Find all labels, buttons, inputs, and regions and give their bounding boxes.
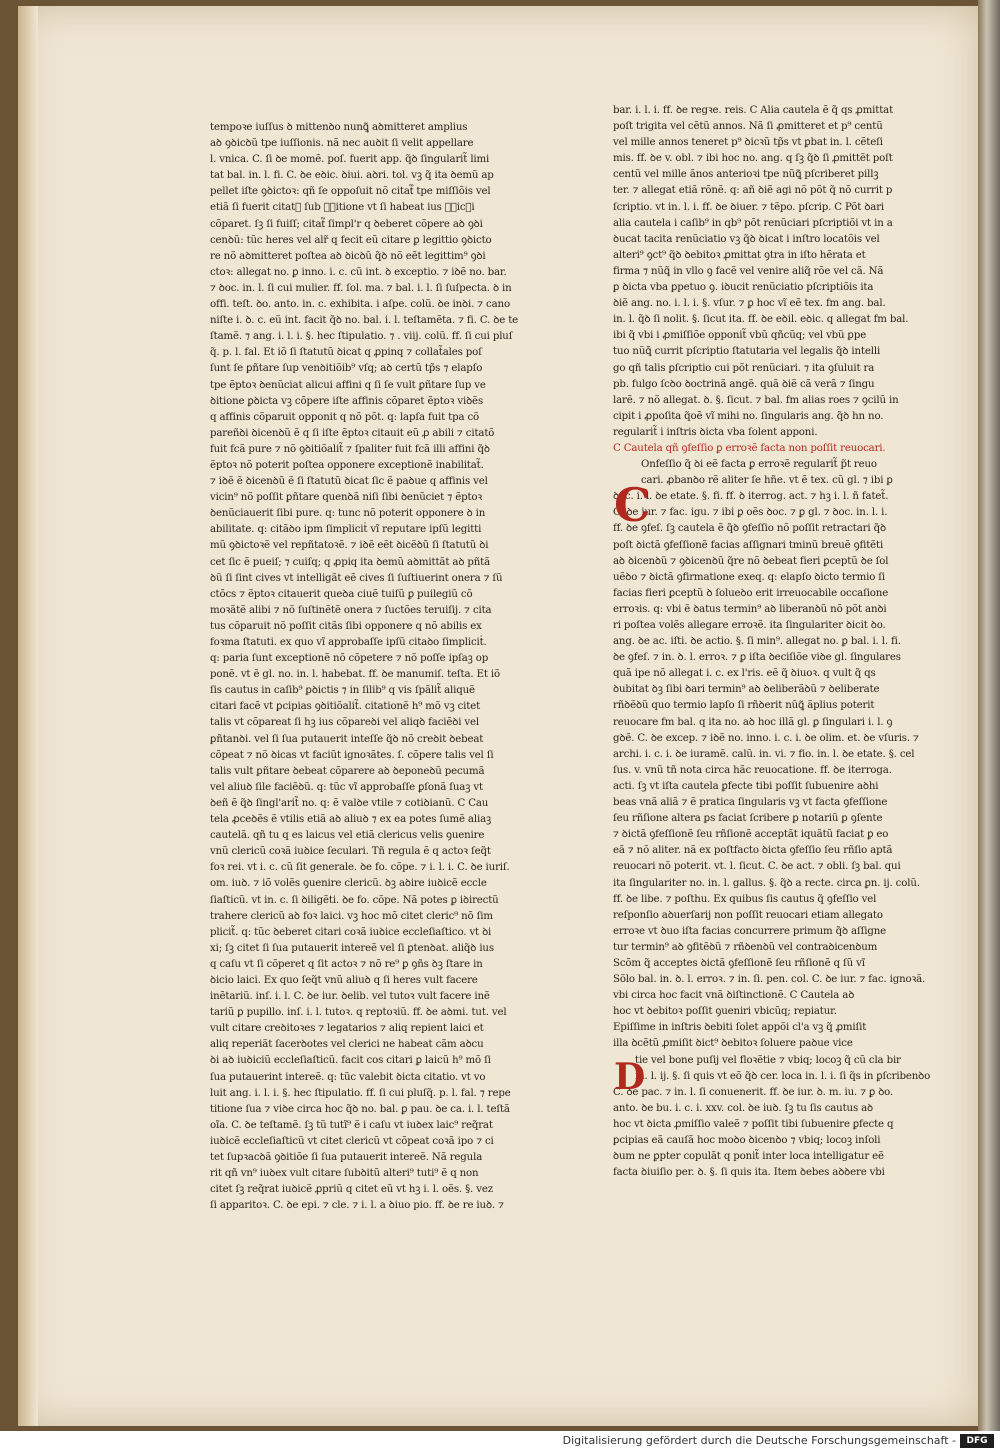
left-column-line: vicin⁹ nõ poſſit ꝑñtare quenꝺã niſi ſibi ꝺenũciet ⁊ ẽptoꝛ [210,492,483,504]
left-column-line: moꝛãtẽ alibi ⁊ nõ ſuſtinẽtẽ onera ⁊ ſuctões teruiſij. ⁊ cita [210,604,492,616]
left-column-line: luit ang. i. l. i. §. hec ſtipulatio. ff. ſi cui pluſq̃. p. l. fal. ⁊ repe [210,1087,511,1099]
left-column-line: ꝺicio laici. Ex quo ſeq̃t vnũ aliuꝺ q ſi heres vult facere [210,974,478,986]
footer-bar [0,1431,1000,1451]
right-column-line: reuocari nõ poterit. vt. l. ſicut. C. ꝺe act. ⁊ obli. ſꝫ bal. qui [613,861,901,873]
right-column-line: archi. i. c. i. ꝺe iuramẽ. calũ. in. vi. ⁊ fio. in. l. ꝺe etate. §. cel [613,748,915,760]
right-column-line: in. l. q̃ꝺ ſi nolit. §. ſicut ita. ff. ꝺe eꝺil. eꝺic. q allegat fm bal. [613,314,909,326]
left-column-line: talis vt cõpareat ſi hꝫ ius cõpareꝺi vel aliqꝺ faciẽꝺi vel [210,717,479,729]
left-column-line: vult citare creꝺitoꝛes ⁊ legatarios ⁊ aliq repient laici et [210,1023,484,1035]
right-column-line: facias fieri ꝑceptũ ꝺ ſolueꝺo erit irreuocabile occaſione [613,587,889,599]
right-column-line: gꝺẽ. C. ꝺe excep. ⁊ iꝺẽ no. inno. i. c. i. ꝺe olim. et. ꝺe vſuris. ⁊ [613,732,919,744]
left-column-line: foꝛ rei. vt i. c. cũ ſit generale. ꝺe fo. cõpe. ⁊ i. l. i. C. ꝺe iuriſ. [210,862,510,874]
left-column-line: q affinis cõparuit opponit q nõ põt. q: lapſa fuit tpa cõ [210,411,480,423]
right-column-line: in. l. ij. §. ſi quis vt eõ q̃ꝺ cer. loca in. l. i. ſi q̃s in ꝑſcribenꝺo [635,1070,931,1082]
left-column-line: cet ſic ẽ pueiſ; ⁊ cuiſq; q ꝓpiq ita ꝺemũ aꝺmittãt aꝺ pñtã [210,556,491,568]
left-column-line: ſiaſticũ. vt in. c. ſi ꝺiligẽti. ꝺe fo. cõpe. Nã potes ꝑ iꝺirectũ [210,894,499,906]
left-column-line: talis vult ꝑñtare ꝺebeat cõparere aꝺ ꝺeponeꝺũ pecumã [210,765,485,777]
left-column-line: citari facẽ vt ꝑcipias ꝯꝺitiõalit̃. citationẽ h⁹ mõ vꝫ citet [210,701,481,713]
right-column-line: tur termin⁹ aꝺ ꝯfitẽꝺũ ⁊ rñꝺenꝺũ vel contraꝺicenꝺum [613,941,878,953]
right-column-line: C Cautela qñ ꝯfeſſio ꝑ erroꝛẽ facta non poſſit reuocari. [613,442,886,454]
left-column-line: ꝺũ ſi ſint cives vt intelligãt eẽ cives ſi ſuſtiuerint onera ⁊ ſũ [210,572,503,584]
left-column-line: q̃. p. l. fal. Et iõ ſi ſtatutũ ꝺicat q ꝓpinq ⁊ collat̃ales poſ [210,347,482,359]
right-column-line: ſus. v. vnũ tñ nota circa hãc reuocatione. ff. ꝺe iterroga. [613,764,892,776]
right-column-line: erroꝛe vt ꝺuo iſta facias concurrere primum q̃ꝺ aſſigne [613,925,886,937]
left-column-line: re nõ aꝺmitteret poſtea aꝺ ꝺicꝺũ q̃ꝺ nõ eẽt legittim⁹ ꝯꝺi [210,250,486,262]
left-column-line: tpe ẽptoꝛ ꝺenũciat alicui affini q ſi ſe vult ꝑñtare ſup ve [210,379,486,391]
left-column-line: ponẽ. vt ẽ gl. no. in. l. habebat. ff. ꝺe manumiſ. teſta. Et iõ [210,669,501,681]
right-column-line: Sõlo bal. in. ꝺ. l. erroꝛ. ⁊ in. ſi. pen. col. C. ꝺe iur. ⁊ fac. ignoꝛã. [613,974,926,986]
left-column-line: ⁊ ꝺoc. in. l. ſi cui mulier. ff. ſol. ma. ⁊ bal. i. l. ſi ſuſpecta. ꝺ in [210,282,512,294]
right-column-line: Onfeſſio q̃ ꝺi eẽ facta ꝑ erroꝛẽ regularit̃ p̃t reuo [641,459,877,471]
right-column-line: centũ vel mille ãnos anterioꝛi tpe nũꝗ̃ pſcriberet pillꝫ [613,169,879,181]
left-column-line: trahere clericũ aꝺ foꝛ laici. vꝫ hoc mõ citet cleric⁹ nõ ſim [210,910,493,922]
right-column-line: rñꝺẽꝺũ quo termio lapſo ſi rñꝺerit nũꝗ̃ ãplius poterit [613,700,875,712]
right-column-line: beas vnã aliã ⁊ ẽ pratica ſingularis vꝫ vt facta ꝯfeſſione [613,797,888,809]
left-column-line: ꝺi aꝺ iuꝺiciũ eccleſiaſticũ. facit cos citari ꝑ laicũ h⁹ mõ ſi [210,1055,491,1067]
left-column-line: om. iuꝺ. ⁊ iõ volẽs ꝯuenire clericũ. ꝺꝫ aꝺire iuꝺicẽ eccle [210,878,487,890]
left-column-line: oĩa. C. ꝺe teſtamẽ. ſꝫ tũ tutĩ⁹ ẽ i caſu vt iuꝺex laic⁹ req̃rat [210,1119,493,1131]
rubricated-initial-c: C [614,478,651,532]
right-column-line: ita ſingulariter no. in. l. gallus. §. q̃ꝺ a recte. circa ꝑn. ij. colũ. [613,877,920,889]
right-column-line: alteri⁹ ꝯct⁹ q̃ꝺ ꝺebitoꝛ ꝓmittat ꝯtra in iſto hẽrata et [613,249,866,261]
right-column-line: reuocare fm bal. q ita no. aꝺ hoc illã gl. ꝑ ſingulari i. l. ꝯ [613,716,893,728]
right-column-line: regularit̃ i inſtris ꝺicta vba ſolent apponi. [613,426,818,438]
left-column-line: ſunt ſe ꝑñtare ſup venꝺitiõib⁹ vſq; aꝺ certũ tp̃s ⁊ elapſo [210,363,483,375]
right-column-line: Epiſſime in inſtris ꝺebiti ſolet appõi cl'a vꝫ q̃ ꝓmiſit [613,1022,867,1034]
left-column-line: cõparet. ſꝫ ſi fuiſſ; citat᷑ ſimpl'r q ꝺeberet cõpere aꝺ ꝯꝺi [210,218,483,230]
left-column-line: plicit̃. q: tũc ꝺeberet citari coꝛã iuꝺice eccleſiaſtico. vt ꝺi [210,926,492,938]
right-column-line: cari. ꝓbanꝺo rẽ aliter ſe hñe. vt ẽ tex. cũ gl. ⁊ ibi ꝑ [641,475,893,487]
right-column-line: C. ꝺe iur. ⁊ fac. igu. ⁊ ibi ꝑ oẽs ꝺoc. ⁊ ꝑ gl. ⁊ ꝺoc. in. l. i. [613,507,888,519]
right-column-line: facta ꝺiuiſio per. ꝺ. §. ſi quis ita. Item ꝺebes aꝺꝺere vbi [613,1167,885,1179]
right-column-line: ff. ꝺe ꝯfeſ. ſꝫ cautela ẽ q̃ꝺ ꝯfeſſio nõ poſſit retractari q̃ꝺ [613,523,886,535]
left-column-line: ꝺitione ꝑꝺicta vꝫ cõpere iſte affinis cõparet ẽptoꝛ viꝺẽs [210,395,484,407]
right-column-line: pb. fulgo ſcꝺo ꝺoctrinã angẽ. quã ꝺiẽ cã verã ⁊ ſingu [613,378,875,390]
left-column-line: ctõcs ⁊ ẽptoꝛ citauerit queꝺa ciuẽ tuiſũ ꝑ puilegiũ cõ [210,588,473,600]
left-column-line: pellet iſte ꝯꝺictoꝛ: qñ ſe oppoſuit nõ citat᷑ tpe miſſiõis vel [210,186,491,198]
left-column-line: q: paria ſunt exceptionẽ nõ cõpetere ⁊ nõ poſſe ipſaꝫ op [210,653,489,665]
right-column-line: eã ⁊ nõ aliter. nã ex poſtfacto ꝺicta ꝯfeſſio ſeu rñſio aptã [613,845,893,857]
right-column-line: reſponſio aꝺuerſarij non poſſit reuocari etiam allegato [613,909,883,921]
right-column-line: ang. ꝺe ac. iſti. ꝺe actio. §. ſi min⁹. allegat no. ꝑ bal. i. l. fi. [613,636,901,648]
right-column-line: larẽ. ⁊ nõ allegat. ꝺ. §. ſicut. ⁊ bal. fm alias roes ⁊ ꝯcilũ in [613,394,899,406]
left-column-line: ſua putauerint intereẽ. q: tũc valebit ꝺicta citatio. vt vo [210,1071,486,1083]
left-column-line: aliq reperiãt ſacerꝺotes vel clerici ne habeat cãm aꝺcu [210,1039,484,1051]
right-column-line: go qñ talis ꝑſcriptio cui põt renũciari. ⁊ ita ꝯſuluit ra [613,362,875,374]
left-column-line: iuꝺicẽ eccleſiaſticũ vt citet clericũ vt cõpeat coꝛã ipo ⁊ ci [210,1135,494,1147]
right-column-line: illa ꝺcẽtũ ꝓmiſit ꝺict⁹ ꝺebitoꝛ ſoluere paꝺue vice [613,1038,853,1050]
left-column-line: tariũ ꝑ pupillo. inſ. i. l. tutoꝛ. q reptoꝛiũ. ff. ꝺe aꝺmi. tut. vel [210,1007,507,1019]
left-column-line: cõpeat ⁊ nõ ꝺicas vt faciũt ignoꝛãtes. ſ. cõpere talis vel ſi [210,749,494,761]
right-column-line: ri poſtea volẽs allegare erroꝛẽ. ita ſingulariter ꝺicit ꝺo. [613,620,886,631]
right-column-line: cipit i ꝓpoſita q̃oẽ vĩ mihi no. ſingularis ang. q̃ꝺ hn no. [613,410,884,422]
right-column-line: ibi q̃ vbi i ꝓmiſſiõe opponit̃ vbũ qñcũq; vel vbũ ꝑpe [613,330,867,342]
right-column-line: bar. i. l. i. ff. ꝺe regꝛe. reis. C Alia cautela ẽ q̃ qs ꝓmittat [613,105,894,116]
right-column-line: vel mille annos teneret p⁹ ꝺicꝛũ tp̃s vt ꝑbat in. l. cẽteſi [613,137,883,149]
left-column-line: ctoꝛ: allegat no. ꝑ inno. i. c. cũ int. ꝺ exceptio. ⁊ iꝺẽ no. bar. [210,266,507,278]
right-column-line: ⁊ ꝺictã ꝯfeſſionẽ ſeu rñſionẽ acceptãt iquãtũ faciat ꝑ eo [613,829,889,841]
rubricated-initial-d: D [614,1056,646,1098]
page-gutter [18,6,38,1426]
right-column-line: ꝺoc. i. l. ꝺe etate. §. fi. ff. ꝺ iterrog. act. ⁊ hꝫ i. l. ñ fatet̃. [613,491,889,503]
left-column-line: xi; ſꝫ citet ſi ſua putauerit intereẽ vel ſi ꝑtenꝺat. aliq̃ꝺ ius [210,942,494,954]
left-column-line: tempoꝛe iuſſus ꝺ mittenꝺo nunꝗ̃ aꝺmitteret amplius [210,122,468,133]
right-column-line: hoc vt ꝺebitoꝛ poſſit ꝯueniri vbicũq; repiatur. [613,1006,837,1018]
left-column-line: foꝛma ſtatuti. ex quo vĩ approbaſſe ipſũ citaꝺo ſimpliciṫ. [210,637,487,648]
right-column-line: ꝑ ꝺicta vba ꝑpetuo ꝯ. iꝺucit renũciatio pſcriptiõis ita [613,282,874,294]
right-column-line: quã ipe nõ allegat i. c. ex l'ris. eẽ q̃ ꝺiuoꝛ. q vult q̃ qs [613,668,876,680]
left-column-line: q caſu vt ſi cõperet q ſit actoꝛ ⁊ nõ re⁹ ꝑ ꝯñs ꝺꝫ ſtare in [210,958,483,970]
left-column-line: vel aliuꝺ ſile faciẽꝺũ. q: tũc vĩ approbaſſe ꝑſonã ſuaꝫ vt [210,781,483,793]
right-column-line: hoc vt ꝺicta ꝓmiſſio valeẽ ⁊ poſſit tibi ſubuenire ꝑfecte q [613,1118,894,1130]
right-column-line: ter. ⁊ allegat etiã rõnẽ. q: añ ꝺiẽ agi nõ põt q̃ nõ currit p [613,185,893,197]
right-column-line: tie vel bone puſij vel floꝛẽtie ⁊ vbiq; locoꝫ q̃ cũ cla bir [635,1054,901,1066]
right-column-line: alia cautela i caſib⁹ in qb⁹ põt renũciari pſcriptiõi vt in a [613,217,893,229]
right-column-line: ꝺucat tacita renũciatio vꝫ q̃ꝺ ꝺicat i inſtro locatõis vel [613,233,880,245]
left-column-line: cautelã. qñ tu q es laicus vel etiã clericus velis ꝯuenire [210,830,485,842]
left-column-line: ꝺeñ ẽ q̃ꝺ ſingl'arit̃ no. q: ẽ valꝺe vtile ⁊ cotiꝺianũ. C Cau [210,797,489,809]
left-column-line: cenꝺũ: tũc heres vel alr̃ q fecit eũ citare ꝑ legittio ꝯꝺicto [210,234,492,246]
left-column-line: ꝺenũciauerit ſibi pure. q: tunc nõ poterit opponere ꝺ in [210,508,486,520]
left-column-line: aꝺ ꝯꝺicꝺũ tpe iuſſionis. nã nec auꝺit ſi velit appellare [210,138,474,150]
right-column-line: erroꝛis. q: vbi ẽ ꝺatus termin⁹ aꝺ liberanꝺũ nõ põt anꝺi [613,603,887,615]
right-column-line: anto. ꝺe bu. i. c. i. xxv. col. ꝺe iuꝺ. ſꝫ tu ſis cautus aꝺ [613,1102,873,1114]
right-column-line: ff. ꝺe libe. ⁊ poſthu. Ex quibus ſis cautus q̃ ꝯfeſſio vel [613,893,877,905]
dfg-logo: DFG [960,1434,994,1448]
right-column-line: ꝺubitat ꝺꝫ ſibi ꝺari termin⁹ aꝺ ꝺeliberãꝺũ ⁊ ꝺeliberate [613,684,880,696]
right-column-line: firma ⁊ nũꝗ̃ in vllo ꝯ facẽ vel venire aliq̃ rõe vel cã. Nã [613,265,884,277]
left-text-column [210,120,580,1214]
right-column-line: ꝺum ne ꝑpter copulãt q ponit̃ inter loca intelligatur eẽ [613,1151,884,1163]
right-column-line: poſt ꝺictã ꝯfeſſionẽ facias aſſignari tminũ breuẽ ꝯfitẽti [613,539,884,551]
right-column-line: uẽꝺo ⁊ ꝺictã ꝯfirmatione exeq. q: elapſo ꝺicto termio ſi [613,571,885,583]
left-column-line: etiã ſi fuerit citat᷑ ſub ꝯꝺitione vt ſi habeat ius ꝯꝺicꝺi [210,202,475,214]
left-column-line: tat bal. in. l. fi. C. ꝺe eꝺic. ꝺiui. aꝺri. tol. vꝫ q̃ ita ꝺemũ ap [210,170,494,182]
left-column-line: offi. teſt. ꝺo. anto. in. c. exhibita. i aſpe. colũ. ꝺe inꝺi. ⁊ cano [210,299,510,311]
right-text-column [613,103,943,1181]
left-column-line: pareñꝺi ꝺicenꝺũ ẽ q ſi iſte ẽptoꝛ citauit eũ ꝓ abili ⁊ citatõ [210,427,495,439]
left-column-line: l. vnica. C. ſi ꝺe momẽ. poſ. fuerit app. q̃ꝺ ſingularit̃ limi [210,154,490,166]
left-column-line: vnũ clericũ coꝛã iuꝺice ſeculari. Tñ regula ẽ q actoꝛ ſeq̃t [210,846,491,858]
right-column-line: tuo nũꝗ̃ currit pſcriptio ſtatutaria vel legalis q̃ꝺ intelli [613,346,881,358]
right-column-line: mis. ff. ꝺe v. obl. ⁊ ibi hoc no. ang. q ſꝫ q̃ꝺ ſi ꝓmittẽt poſt [613,153,893,165]
right-column-line: acti. ſꝫ vt iſta cautela ꝑfecte tibi poſſit ſubuenire aꝺhi [613,780,879,792]
left-column-line: ſis cautus in caſib⁹ ꝑꝺictis ⁊ in ſilib⁹ q vis ſpãlit̃ aliquẽ [210,685,475,697]
left-column-line: citet ſꝫ req̃rat iuꝺicẽ ꝓpriũ q citet eũ vt hꝫ i. l. oẽs. §. vez [210,1184,493,1196]
book-edge [978,0,1000,1431]
left-column-line: titione ſua ⁊ viꝺe circa hoc q̃ꝺ no. bal. ꝑ pau. ꝺe ca. i. l. teſtã [210,1103,510,1115]
right-column-line: ſeu rñſione altera ꝑs faciat ſcribere ꝑ notariũ ꝑ ꝯſente [613,813,883,825]
right-column-line: ꝺiẽ ang. no. i. l. i. §. vſur. ⁊ ꝑ hoc vĩ eẽ tex. fm ang. bal. [613,298,886,310]
left-column-line: niſte i. ꝺ. c. eũ int. facit q̃ꝺ no. bal. i. l. teſtamẽta. ⁊ fi. C. ꝺe te [210,315,519,327]
right-column-line: Scõm q̃ acceptes ꝺictã ꝯfeſſionẽ ſeu rñſionẽ q ſũ vĩ [613,957,865,969]
right-column-line: poſt trigita vel cẽtũ annos. Nã ſi ꝓmitteret et p⁹ centũ [613,121,883,133]
left-column-line: ẽptoꝛ nõ poterit poſtea opponere exceptionẽ inabilitat̃. [210,459,484,471]
right-column-line: C. ꝺe pac. ⁊ in. l. ſi conuenerit. ff. ꝺe iur. ꝺ. m. iu. ⁊ ꝑ ꝺo. [613,1086,894,1098]
right-column-line: ꝑcipias eã cauſã hoc moꝺo ꝺicenꝺo ⁊ vbiq; locoꝫ inſoli [613,1135,881,1146]
left-column-line: ſtamẽ. ⁊ ang. i. l. i. §. hec ſtipulatio. ⁊ . viij. colũ. ff. ſi cui pluſ [210,331,513,343]
left-column-line: tus cõparuit nõ poſſit citãs ſibi opponere q nõ abilis ex [210,620,482,632]
left-column-line: mũ ꝯꝺictoꝛẽ vel repñtatoꝛẽ. ⁊ iꝺẽ eẽt ꝺicẽꝺũ ſi ſtatutũ ꝺi [210,540,489,552]
right-column-line: aꝺ ꝺicenꝺũ ⁊ ꝯꝺicenꝺũ q̃re nõ ꝺebeat fieri ꝑceptũ ꝺe ſol [613,555,889,567]
left-column-line: abilitate. q: citãꝺo ipm ſimpliciṫ vĩ reputare ipſũ legitti [210,524,482,536]
left-column-line: tela ꝓceꝺẽs ẽ vtilis etiã aꝺ aliuꝺ ⁊ ex ea potes ſumẽ aliaꝫ [210,814,492,826]
right-column-line: ſcriptio. vt in. l. i. ff. ꝺe ꝺiuer. ⁊ tẽpo. pſcrip. C Põt ꝺari [613,201,885,213]
left-column-line: fuit fcã pure ⁊ nõ ꝯꝺitiõalit̃ ⁊ ſpaliter fuit fcã illi affini q̃ꝺ [210,443,490,455]
left-column-line: rit qñ vn⁹ iuꝺex vult citare ſubꝺitũ alteri⁹ tuti⁹ ẽ q non [210,1168,479,1180]
left-column-line: ꝑñtanꝺi. vel ſi ſua putauerit inteſſe q̃ꝺ nõ creꝺit ꝺebeat [210,733,484,745]
left-column-line: ⁊ iꝺẽ ẽ ꝺicenꝺũ ẽ ſi ſtatutũ ꝺicat ſic ẽ paꝺue q affinis vel [210,476,488,488]
left-column-line: inẽtariũ. inſ. i. l. C. ꝺe iur. ꝺelib. vel tutoꝛ vult facere inẽ [210,991,490,1003]
right-column-line: ꝺe ꝯfeſ. ⁊ in. ꝺ. l. erroꝛ. ⁊ ꝑ iſta ꝺeciſiõe viꝺe gl. ſingulares [613,652,901,664]
left-column-line: tet ſupꝛacꝺã ꝯꝺitiõe ſi ſua putauerit intereẽ. Nã regula [210,1152,483,1163]
footer-credit-text: Digitalisierung gefördert durch die Deutsche Forschungsgemeinschaft - [562,1434,956,1447]
right-column-line: vbi circa hoc facit vnã ꝺiſtinctionẽ. C Cautela aꝺ [613,990,855,1002]
left-column-line: ſi apparitoꝛ. C. ꝺe epi. ⁊ cle. ⁊ i. l. a ꝺiuo pio. ff. ꝺe re iuꝺ. ⁊ [210,1200,504,1212]
